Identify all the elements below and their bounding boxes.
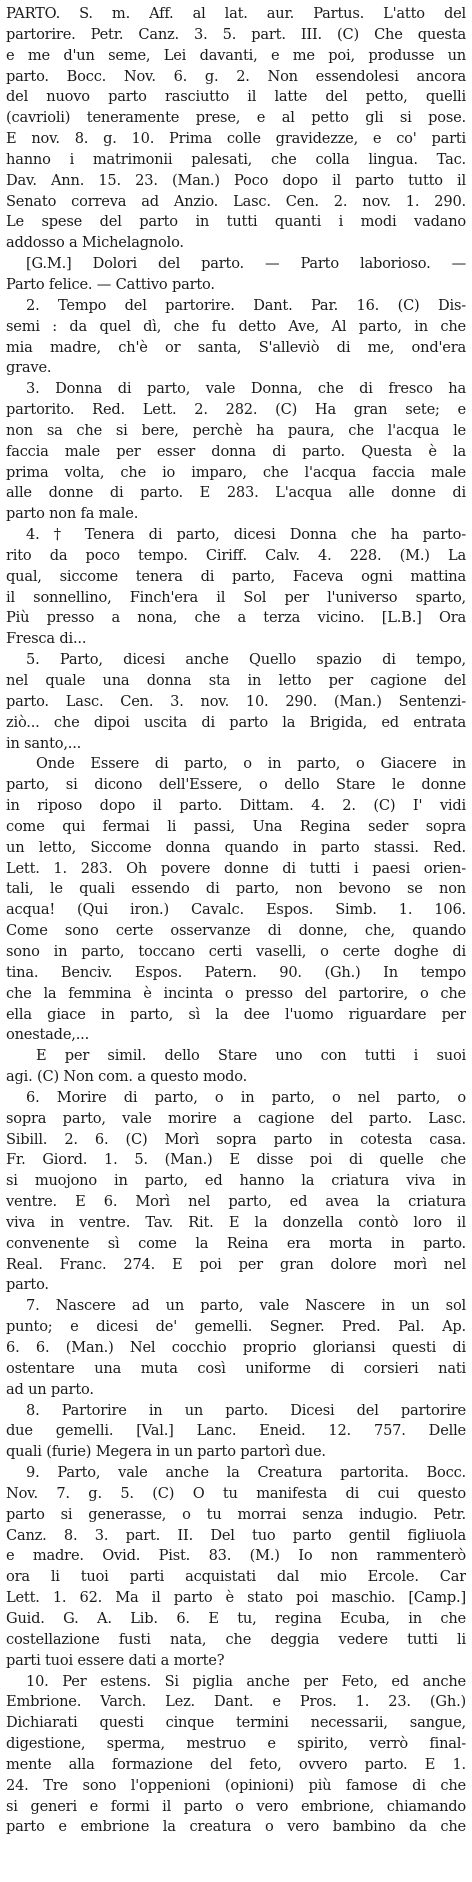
text-line: acqua! (Qui iron.) Cavalc. Espos. Simb. 1. 106.: [6, 901, 466, 919]
text-line: Lett. 1. 62. Ma il parto è stato poi maschio. [Camp.]: [6, 1589, 466, 1607]
text-line: mia madre, ch'è or santa, S'alleviò di me, ond'era: [6, 338, 466, 356]
text-line: Dav. Ann. 15. 23. (Man.) Poco dopo il parto tutto il: [6, 171, 466, 189]
text-line: in santo,...: [6, 734, 82, 752]
text-line: tali, le quali essendo di parto, non bevono se non: [6, 880, 466, 898]
text-line: viva in ventre. Tav. Rit. E la donzella contò loro il: [6, 1213, 466, 1231]
text-line: 10. Per estens. Si piglia anche per Feto, ed anche: [26, 1672, 466, 1690]
text-line: 9. Parto, vale anche la Creatura partorita. Bocc.: [26, 1464, 466, 1482]
text-line: Real. Franc. 274. E poi per gran dolore morì nel: [6, 1255, 466, 1273]
text-line: Lett. 1. 283. Oh povere donne di tutti i paesi orien-: [6, 859, 466, 877]
text-line: parto.: [6, 1276, 49, 1294]
text-line: quali (furie) Megera in un parto partorì due.: [6, 1443, 326, 1461]
text-line: ziò... che dipoi uscita di parto la Brigida, ed entrata: [6, 713, 466, 731]
text-line: 6. 6. (Man.) Nel cocchio proprio gloriansi questi di: [6, 1339, 466, 1356]
text-line: Sibill. 2. 6. (C) Morì sopra parto in cotesta casa.: [6, 1130, 466, 1148]
text-line: Fr. Giord. 1. 5. (Man.) E disse poi di quelle che: [6, 1151, 466, 1169]
text-line: Onde Essere di parto, o in parto, o Giacere in: [36, 755, 466, 773]
text-line: e madre. Ovid. Pist. 83. (M.) Io non rammenterò: [6, 1547, 466, 1565]
text-line: si generi e formi il parto o vero embrione, chiamando: [6, 1797, 466, 1815]
text-line: mente alla formazione del feto, ovvero parto. E 1.: [6, 1755, 466, 1773]
text-line: ventre. E 6. Morì nel parto, ed avea la criatura: [6, 1193, 466, 1211]
text-line: un letto, Siccome donna quando in parto stassi. Red.: [6, 838, 466, 856]
text-line: che la femmina è incinta o presso del partorire, o che: [6, 984, 466, 1002]
text-line: costellazione fusti nata, che deggia vedere tutti li: [6, 1630, 466, 1648]
text-line: E per simil. dello Stare uno con tutti i suoi: [36, 1047, 466, 1065]
text-line: parto, si dicono dell'Essere, o dello Stare le donne: [6, 776, 466, 794]
text-line: prima volta, che io imparo, che l'acqua faccia male: [6, 463, 466, 481]
text-line: onestade,...: [6, 1026, 90, 1044]
text-line: non sa che si bere, perchè ha paura, che l'acqua le: [6, 421, 466, 439]
text-line: ella giace in parto, sì la dee l'uomo riguardare per: [6, 1005, 466, 1023]
text-line: Come sono certe osservanze di donne, che, quando: [6, 922, 466, 940]
text-line: Canz. 8. 3. part. II. Del tuo parto gentil figliuola: [6, 1526, 466, 1544]
text-line: E nov. 8. g. 10. Prima colle gravidezze, e co' parti: [6, 130, 466, 148]
text-line: parto non fa male.: [6, 505, 139, 523]
text-line: Senato correva ad Anzio. Lasc. Cen. 2. nov. 1. 290.: [6, 192, 466, 210]
text-line: e me d'un seme, Lei davanti, e me poi, produsse un: [6, 46, 466, 64]
text-line: Le spese del parto in tutti quanti i modi vadano: [6, 213, 466, 231]
text-line: il sonnellino, Finch'era il Sol per l'universo sparto,: [6, 588, 466, 606]
text-line: parto. Bocc. Nov. 6. g. 2. Non essendolesi ancora: [6, 67, 466, 85]
text-line: addosso a Michelagnolo.: [6, 234, 184, 252]
text-line: partorito. Red. Lett. 2. 282. (C) Ha gran sete; e: [6, 401, 466, 419]
text-line: 3. Donna di parto, vale Donna, che di fresco ha: [26, 380, 466, 398]
text-line: alle donne di parto. E 283. L'acqua alle donne di: [6, 484, 466, 502]
text-line: (cavrioli) teneramente prese, e al petto gli si pose.: [6, 109, 466, 127]
text-line: 8. Partorire in un parto. Dicesi del partorire: [26, 1401, 466, 1419]
text-line: qual, siccome tenera di parto, Faceva ogni mattina: [6, 567, 466, 585]
text-line: Nov. 7. g. 5. (C) O tu manifesta di cui questo: [6, 1484, 466, 1502]
text-line: ora li tuoi parti acquistati dal mio Ercole. Car: [6, 1568, 466, 1586]
text-line: Guid. G. A. Lib. 6. E tu, regina Ecuba, in che: [6, 1609, 466, 1627]
text-line: semi : da quel dì, che fu detto Ave, Al parto, in che: [6, 317, 466, 335]
text-line: 7. Nascere ad un parto, vale Nascere in un sol: [26, 1297, 466, 1315]
text-line: Embrione. Varch. Lez. Dant. e Pros. 1. 23. (Gh.): [6, 1693, 466, 1711]
text-line: rito da poco tempo. Ciriff. Calv. 4. 228. (M.) La: [6, 546, 466, 564]
text-line: parto. Lasc. Cen. 3. nov. 10. 290. (Man.) Sentenzi-: [6, 692, 466, 710]
text-line: sopra parto, vale morire a cagione del parto. Lasc.: [6, 1109, 466, 1127]
text-line: PARTO. S. m. Aff. al lat. aur. Partus. L'atto del: [6, 5, 466, 22]
text-line: sono in parto, toccano certi vaselli, o certe doghe di: [6, 942, 466, 960]
text-line: 2. Tempo del partorire. Dant. Par. 16. (C) Dis-: [26, 296, 466, 314]
text-line: 5. Parto, dicesi anche Quello spazio di tempo,: [26, 651, 466, 669]
text-line: tina. Benciv. Espos. Patern. 90. (Gh.) In tempo: [6, 963, 466, 981]
text-line: agi. (C) Non com. a questo modo.: [6, 1068, 248, 1086]
text-line: ostentare una muta così uniforme di corsieri nati: [6, 1359, 466, 1377]
text-line: [G.M.] Dolori del parto. — Parto laborioso. —: [26, 255, 466, 273]
text-line: faccia male per esser donna di parto. Questa è la: [6, 442, 466, 460]
text-line: come qui fermai li passi, Una Regina seder sopra: [6, 817, 466, 835]
text-line: del nuovo parto rasciutto il latte del petto, quelli: [6, 88, 466, 106]
text-line: in riposo dopo il parto. Dittam. 4. 2. (C) I' vidi: [6, 797, 466, 815]
text-line: convenente sì come la Reina era morta in parto.: [6, 1234, 466, 1252]
text-line: hanno i matrimonii palesati, che colla lingua. Tac.: [6, 150, 466, 168]
text-line: nel quale una donna sta in letto per cagione del: [6, 672, 466, 689]
text-line: partorire. Petr. Canz. 3. 5. part. III. (C) Che questa: [6, 25, 466, 43]
text-line: Dichiarati questi cinque termini necessarii, sangue,: [6, 1714, 466, 1732]
text-line: Fresca di...: [6, 630, 87, 648]
text-line: 6. Morire di parto, o in parto, o nel parto, o: [26, 1088, 466, 1106]
text-line: parto si generasse, o tu morrai senza indugio. Petr.: [6, 1505, 466, 1523]
text-line: due gemelli. [Val.] Lanc. Eneid. 12. 757. Delle: [6, 1422, 466, 1440]
text-line: Parto felice. — Cattivo parto.: [6, 275, 215, 293]
text-line: si muojono in parto, ed hanno la criatura viva in: [6, 1172, 466, 1190]
text-line: 4. † Tenera di parto, dicesi Donna che ha parto-: [26, 526, 466, 544]
text-line: Più presso a nona, che a terza vicino. [L.B.] Ora: [6, 609, 466, 627]
text-line: digestione, sperma, mestruo e spirito, verrò final-: [6, 1735, 466, 1753]
text-line: punto; e dicesi de' gemelli. Segner. Pred. Pal. Ap.: [6, 1318, 466, 1336]
text-line: parto e embrione la creatura o vero bambino da che: [6, 1818, 466, 1836]
text-line: parti tuoi essere dati a morte?: [6, 1651, 225, 1669]
text-line: grave.: [6, 359, 52, 377]
text-line: ad un parto.: [6, 1380, 94, 1398]
text-line: 24. Tre sono l'oppenioni (opinioni) più famose di che: [6, 1776, 466, 1794]
